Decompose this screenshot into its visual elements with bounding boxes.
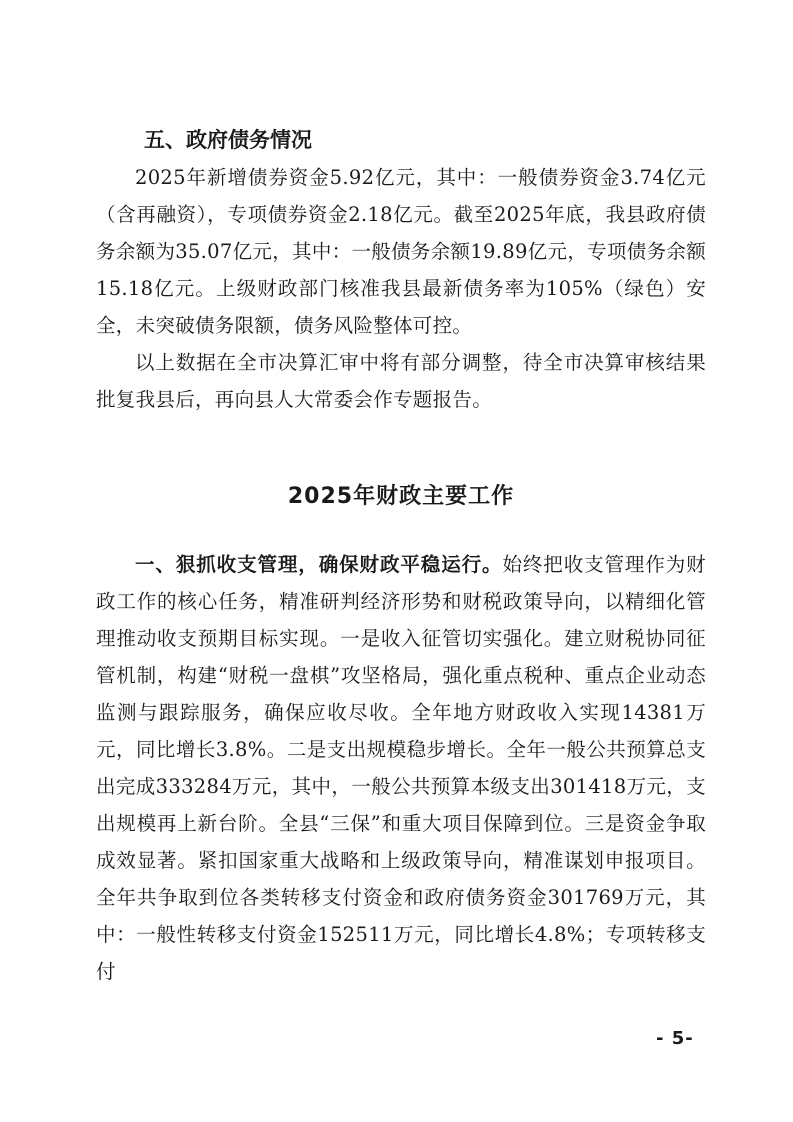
- adjustment-note-paragraph: 以上数据在全市决算汇审中将有部分调整，待全市决算审核结果批复我县后，再向县人大常委会作专题报告。: [96, 351, 706, 411]
- debt-paragraph: 2025年新增债券资金5.92亿元，其中：一般债券资金3.74亿元（含再融资），专项债券资金2.18亿元。截至2025年底，我县政府债务余额为35.07亿元，其中：一般债务余额19.89亿元，专项债务余额15.18亿元。上级财政部门核准我县最新债务率为105%（绿色）安全，未突破债务限额，债务风险整体可控。: [96, 166, 706, 337]
- debt-section-heading: 五、政府债务情况: [144, 128, 312, 152]
- main-work-title: 2025年财政主要工作: [287, 484, 515, 509]
- document-body: [96, 122, 706, 983]
- work-item-1-paragraph: [96, 546, 706, 990]
- work-item-1-body: 始终把收支管理作为财政工作的核心任务，精准研判经济形势和财税政策导向，以精细化管理推动收支预期目标实现。一是收入征管切实强化。建立财税协同征管机制，构建“财税一盘棋”攻坚格局，强化重点税种、重点企业动态监测与跟踪服务，确保应收尽收。全年地方财政收入实现14381万元，同比增长3.8%。二是支出规模稳步增长。全年一般公共预算总支出完成333284万元，其中，一般公共预算本级支出301418万元，支出规模再上新台阶。全县“三保”和重大项目保障到位。三是资金争取成效显著。紧扣国家重大战略和上级政策导向，精准谋划申报项目。全年共争取到位各类转移支付资金和政府债务资金301769万元，其中：一般性转移支付资金152511万元，同比增长4.8%；专项转移支付: [96, 553, 706, 983]
- page-number: - 5-: [656, 1028, 694, 1049]
- work-item-1-lead: 一、狠抓收支管理，确保财政平稳运行。: [135, 553, 503, 576]
- work-item-1: [96, 546, 706, 990]
